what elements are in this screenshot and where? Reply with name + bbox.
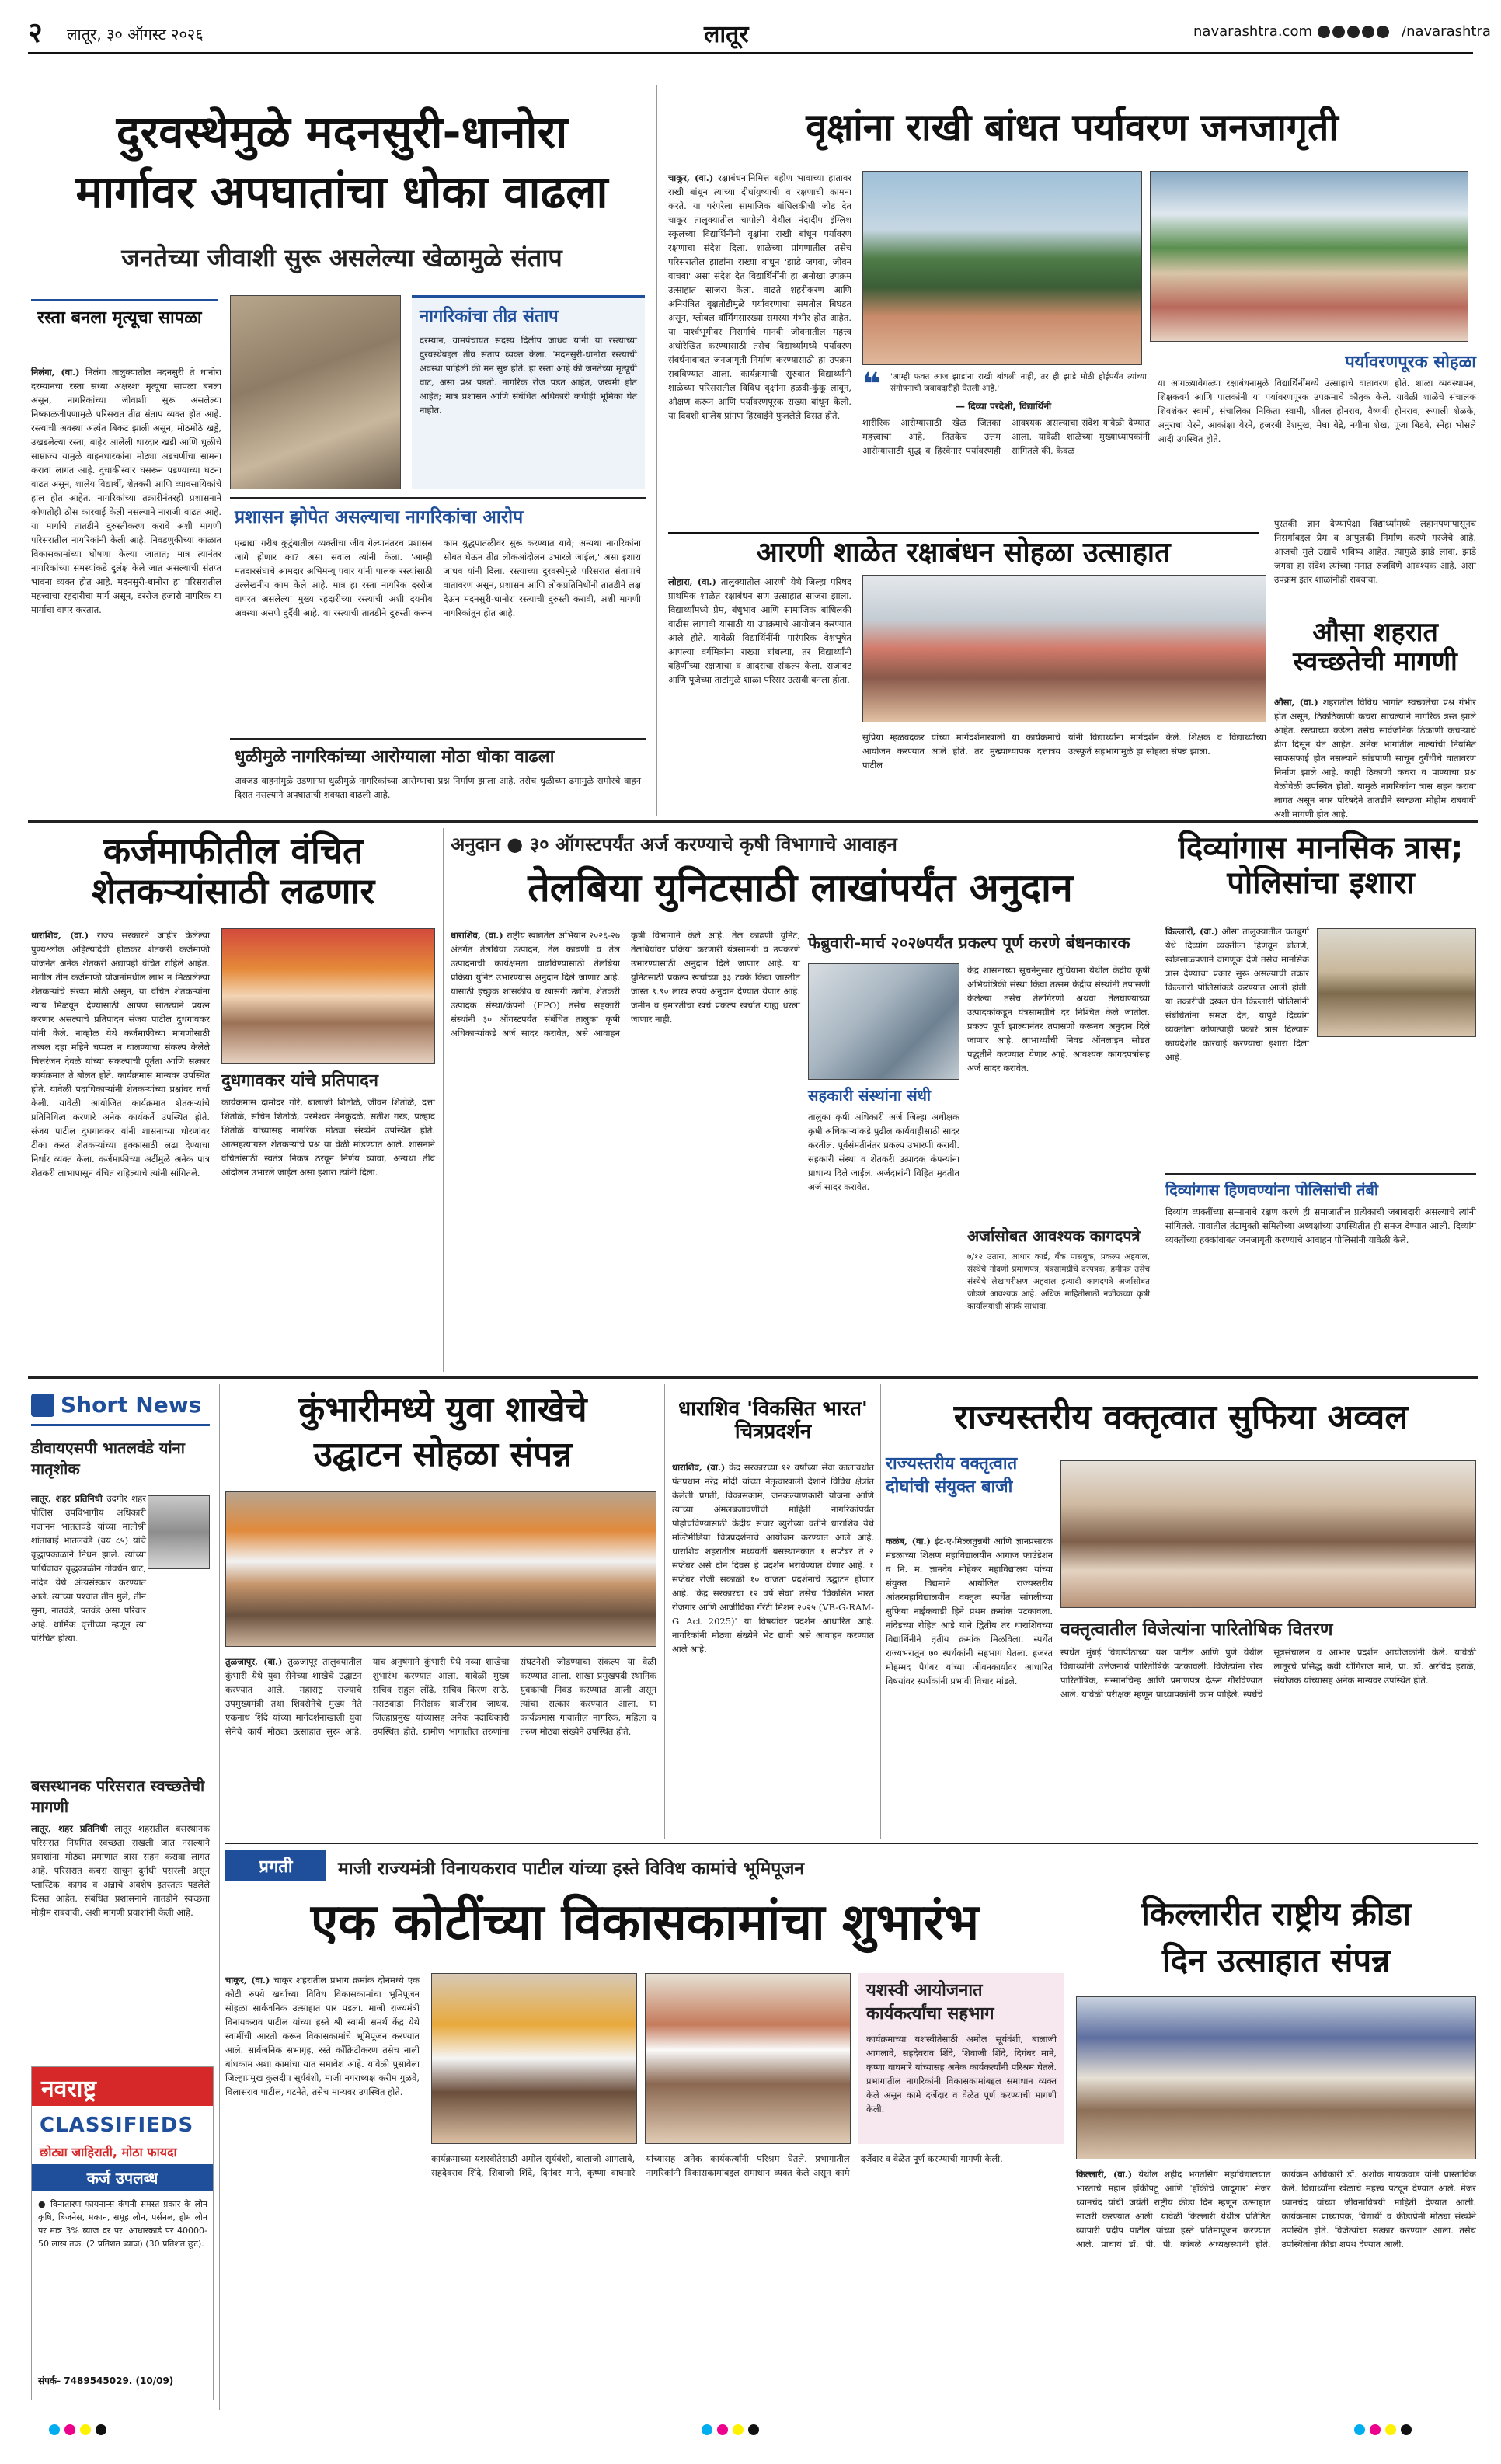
quote-icon: ❝ xyxy=(862,367,881,402)
story11-headline: एक कोटींच्या विकासकामांचा शुभारंभ xyxy=(310,1894,980,1951)
classifieds-box xyxy=(31,2066,214,2400)
story6-body2: केंद्र शासनाच्या सूचनेनुसार लुधियाना येथील केंद्रीय कृषी अभियांत्रिकी संस्था किंवा तत्सम केंद्रीय संस्थांनी तपासणी केलेल्या तसेच तेलगिरणी अथवा तेलघाण्याच्या उत्पादकांकडून यंत्रसामग्रीचे दर निश्चित केले जातील. प्रकल्प पूर्ण झाल्यानंतर तपासणी करूनच अनुदान दिले जाणार आहे. लाभार्थ्यांची निवड ऑनलाइन सोडत पद्धतीने करण्यात येणार आहे. आवश्यक कागदपत्रांसह अर्ज सादर करावेत. xyxy=(967,965,1150,1074)
story3-caption1: सुप्रिया म्हळवदकर यांच्या मार्गदर्शनाखाली या कार्यक्रमाचे आयोजन करण्यात आले होते. तर मुख्याध्यापक दत्तात्रय पाटील xyxy=(862,732,1060,771)
box-title: अर्जासोबत आवश्यक कागदपत्रे xyxy=(967,1227,1141,1245)
story1-box1: नागरिकांचा तीव्र संताप दरम्यान, ग्रामपंचायत सदस्य दिलीप जाधव यांनी या रस्त्याच्या दुरवस्थेबद्दल तीव्र संताप व्यक्त केला. 'मदनसुरी-धानोरा रस्त्याची अवस्था पाहिली की मन सुन्न होते. हा रस्ता आहे की जनतेच्या मृत्यूची वाट, असा प्रश्न पडतो. नागरिक रोज पडत आहेत, जखमी होत आहेत; मात्र प्रशासन आणि संबंधित अधिकारी कधीही भूमिका घेत नाहीत. xyxy=(412,295,645,489)
story5-photo-caption: दुधगावकर यांचे प्रतिपादन xyxy=(221,1071,379,1091)
story2-body: चाकूर, (वा.) रक्षाबंधनानिमित्त बहीण भावाच्या हातावर राखी बांधून त्याच्या दीर्घायुष्याची व रक्षणाची कामना करते. या परंपरेला सामाजिक बांधिलकीची जोड देत चाकूर तालुक्यातील चापोली येथील नंदादीप इंग्लिश स्कूलच्या विद्यार्थिनींनी वृक्षांना राखी बांधून पर्यावरण रक्षणाचा संदेश दिला. शाळेच्या प्रांगणातील तसेच परिसरातील झाडांना राख्या बांधून 'झाडे जगवा, जीवन वाचवा' असा संदेश देत विद्यार्थिनींनी हा अनोखा उपक्रम उत्साहात साजरा केला. वाढते शहरीकरण आणि अनियंत्रित वृक्षतोडीमुळे पर्यावरणाचा समतोल बिघडत असून, ग्लोबल वॉर्मिंगसारख्या समस्या गंभीर होत आहेत. या पार्श्वभूमीवर निसर्गाचे मानवी जीवनातील महत्त्व अधोरेखित करण्यासाठी तसेच विद्यार्थ्यांमध्ये पर्यावरण संवर्धनाबाबत जनजागृती निर्माण करण्यासाठी हा उपक्रम राबविण्यात आला. कार्यक्रमाची सुरुवात विद्यार्थ्यांनी शाळेच्या परिसरातील विविध वृक्षांना हळदी-कुंकू लावून, औक्षण करून आणि पर्यावरणपूरक राख्या बांधून केली. या दिवशी शालेय प्रांगण हिरवाईने फुललेले दिसत होते. xyxy=(668,172,851,421)
dateline: चाकूर, (वा.) xyxy=(668,172,714,183)
linkedin-icon xyxy=(1377,26,1389,38)
story8-headline-1: कुंभारीमध्ये युवा शाखेचे xyxy=(298,1390,587,1429)
story5-headline: कर्जमाफीतील वंचित शेतकऱ्यांसाठी लढणार xyxy=(91,830,375,912)
story4-headline: औसा शहरात स्वच्छतेची मागणी xyxy=(1293,617,1457,678)
section-rule xyxy=(225,1843,1478,1844)
box-title: यशस्वी आयोजनात कार्यकर्त्यांचा सहभाग xyxy=(866,1981,994,2024)
short-news-item1-body: लातूर, शहर प्रतिनिधी उदगीर शहर पोलिस उपविभागीय अधिकारी गजानन भातलवंडे यांच्या मातोश्री शांताबाई भातलवंडे (वय ८५) यांचे वृद्धापकाळाने निधन झाले. त्यांच्या पार्थिवावर वृद्धकाळीन गोवर्धन धाट, नांदेड येथे अंत्यसंस्कार करण्यात आले. त्यांच्या पश्चात तीन मुले, तीन सुना, नातवंडे, पतवंडे असा परिवार आहे. धार्मिक वृत्तीच्या म्हणून त्या परिचित होत्या. xyxy=(31,1493,146,1644)
story9-body: धाराशिव, (वा.) केंद्र सरकारच्या १२ वर्षांच्या सेवा कालावधीत पंतप्रधान नरेंद्र मोदी यांच्या नेतृत्वाखाली देशाने विविध क्षेत्रांत केलेली प्रगती, विकासकामे, जनकल्याणकारी योजना आणि त्यांच्या अंमलबजावणीची माहिती नागरिकांपर्यंत पोहोचविण्यासाठी केंद्रीय संचार ब्युरोच्या वतीने धाराशिव येथे मल्टिमीडिया चित्रप्रदर्शनाचे आयोजन करण्यात आले आहे. धाराशिव शहरातील मध्यवर्ती बसस्थानकात १ सप्टेंबर ते २ सप्टेंबर असे दोन दिवस हे प्रदर्शन भरविण्यात येणार आहे. १ सप्टेंबर रोजी सकाळी १० वाजता प्रदर्शनाचे उद्घाटन होणार आहे. 'केंद्र सरकारचा १२ वर्षे सेवा' तसेच 'विकसित भारत रोजगार आणि आजीविका गॅरंटी मिशन २०२५ (VB-G-RAM-G Act 2025)' या विषयांवर प्रदर्शन आधारित आहे. नागरिकांनी मोठ्या संख्येने भेट द्यावी असे आवाहन करण्यात आले आहे. xyxy=(672,1462,874,1655)
school-rakshabandhan-photo xyxy=(862,575,1266,722)
dateline: कळंब, (वा.) xyxy=(886,1536,931,1547)
classifieds-tagline: छोट्या जाहिराती, मोठा फायदा xyxy=(40,2145,177,2159)
story11-body2: कार्यक्रमाच्या यशस्वीतेसाठी अमोल सूर्यवंशी, बालाजी आगलावे, सहदेवराव शिंदे, शिवाजी शिंदे, दिगंबर माने, कृष्णा वाघमारे यांच्यासह अनेक कार्यकर्त्यांनी परिश्रम घेतले. प्रभागातील नागरिकांनी विकासकामांबद्दल समाधान व्यक्त केले असून कामे दर्जेदार व वेळेत पूर्ण करण्याची मागणी केली. xyxy=(431,2153,1003,2178)
story2-box: पर्यावरणपूरक सोहळा या आगळ्यावेगळ्या रक्षाबंधनामुळे विद्यार्थिनींमध्ये उत्साहाचे वातावरण होते. शाळा व्यवस्थापन, शिक्षकवर्ग आणि पालकांनी या पर्यावरणपूरक उपक्रमाचे कौतुक केले. यावेळी शाळेचे संचालक शिवशंकर स्वामी, संचालिका निकिता स्वामी, शीतल होनराव, वैष्णवी होनराव, रूपाली शेळके, अनुराधा येरने, आकांक्षा येरने, हजरबी देशमुख, मेघा बेद्रे, नगीना शेख, पूजा बिडवे, स्नेहा भोसले आदी उपस्थित होते. xyxy=(1158,350,1476,513)
short-news-item1-title: डीवायएसपी भातलवंडे यांना मातृशोक xyxy=(31,1439,185,1478)
story5-body: धाराशिव, (वा.) राज्य सरकारने जाहीर केलेल्या पुण्यश्लोक अहिल्यादेवी होळकर शेतकरी कर्जमाफी योजनेत अनेक शेतकरी अद्यापही वंचित राहिले आहेत. मागील तीन कर्जमाफी योजनांमधील लाभ न मिळालेल्या शेतकऱ्यांचे संख्या मोठी असून, या वंचित शेतकऱ्यांना न्याय मिळवून देण्यासाठी आपण सातत्याने प्रयत्न करणार असल्याचे प्रतिपादन संजय पाटील दुधगावकर यांनी केले. नाव्होळ येथे कर्जमाफीच्या मागणीसाठी तब्बल दहा महिने चप्पल न घालण्याचा संकल्प केलेले चित्तरंजन देवळे यांच्या संकल्पाची पूर्तता आणि सत्कार कार्यक्रमात ते बोलत होते. कार्यक्रमास मान्यवर उपस्थित होते. यावेळी पदाधिकाऱ्यांनी शेतकऱ्यांच्या प्रश्नांवर चर्चा केली. यावेळी आयोजित कार्यक्रमात शेतकऱ्यांचे प्रतिनिधित्व करणारे अनेक कार्यकर्ते उपस्थित होते. संजय पाटील दुधगावकर यांनी शासनाच्या धोरणांवर टीका करत शेतकऱ्यांच्या हक्कासाठी लढा देण्याचा निर्धार व्यक्त केला. कर्जमाफीच्या अटींमुळे अनेक पात्र शेतकरी लाभापासून वंचित राहिल्याचे त्यांनी सांगितले. xyxy=(31,930,210,1178)
story1-headline-1: दुरवस्थेमुळे मदनसुरी-धानोरा xyxy=(116,106,568,158)
dateline: औसा, (वा.) xyxy=(1274,697,1318,708)
kicker-badge: प्रगती xyxy=(225,1850,326,1881)
story2-headline: वृक्षांना राखी बांधत पर्यावरण जनजागृती xyxy=(806,106,1339,149)
story11-kicker: प्रगती माजी राज्यमंत्री विनायकराव पाटील यांच्या हस्ते विविध कामांचे भूमिपूजन xyxy=(225,1850,1064,1885)
story6-kicker: अनुदान ● ३० ऑगस्टपर्यंत अर्ज करण्याचे कृषी विभागाचे आवाहन xyxy=(451,834,897,855)
story8-body: तुळजापूर, (वा.) तुळजापूर तालुक्यातील कुंभारी येथे युवा सेनेच्या शाखेचे उद्घाटन करण्यात आले. महाराष्ट्र राज्याचे उपमुख्यमंत्री तथा शिवसेनेचे मुख्य नेते एकनाथ शिंदे यांच्या मार्गदर्शनाखाली युवा सेनेचे कार्य मोठ्या उत्साहात सुरू आहे. याच अनुषंगाने कुंभारी येथे नव्या शाखेचा शुभारंभ करण्यात आला. यावेळी मुख्य सचिव राहुल लोंढे, सचिव किरण साठे, मराठवाडा निरीक्षक बाजीराव जाधव, जिल्हाप्रमुख यांच्यासह अनेक पदाधिकारी उपस्थित होते. ग्रामीण भागातील तरुणांना संघटनेशी जोडण्याचा संकल्प या वेळी करण्यात आला. शाखा प्रमुखपदी स्थानिक युवकाची निवड करण्यात आली असून त्यांचा सत्कार करण्यात आला. या कार्यक्रमास गावातील नागरिक, महिला व तरुण मोठ्या संख्येने उपस्थित होते. xyxy=(225,1656,656,1737)
story2-box-body2: पुस्तकी ज्ञान देण्यापेक्षा विद्यार्थ्यांमध्ये लहानपणापासूनच निसर्गाबद्दल प्रेम व आपुलकी निर्माण करणे गरजेचे आहे. आजची मुले उद्याचे भविष्य आहेत. त्यामुळे झाडे लावा, झाडे जगवा हा संदेश त्यांच्या मनात रुजविणे आवश्यक आहे. असा उपक्रम इतर शाळांनीही राबवावा. xyxy=(1274,518,1476,585)
section-title: लातूर xyxy=(704,21,749,48)
column-divider xyxy=(664,1384,665,1839)
story11-box: यशस्वी आयोजनात कार्यकर्त्यांचा सहभाग कार्यक्रमाच्या यशस्वीतेसाठी अमोल सूर्यवंशी, बालाजी आगलावे, सहदेवराव शिंदे, शिवाजी शिंदे, दिगंबर माने, कृष्णा वाघमारे यांच्यासह अनेक कार्यकर्त्यांनी परिश्रम घेतले. प्रभागातील नागरिकांनी विकासकामांबद्दल समाधान व्यक्त केले असून कामे दर्जेदार व वेळेत पूर्ण करण्याची मागणी केली. xyxy=(858,1973,1064,2144)
box-title: धुळीमुळे नागरिकांच्या आरोग्याला मोठा धोका वाढला xyxy=(235,747,555,767)
site-url: navarashtra.com xyxy=(1193,23,1312,40)
social-icons xyxy=(1318,23,1391,38)
farmer-event-photo xyxy=(221,928,435,1064)
story6-headline: तेलबिया युनिटसाठी लाखांपर्यंत अनुदान xyxy=(528,865,1073,910)
column-divider xyxy=(219,1384,220,2410)
yuva-sena-inauguration-photo xyxy=(225,1491,656,1647)
bhoomipujan-photo-2 xyxy=(645,1973,851,2144)
box-title: दिव्यांगास हिणवण्यांना पोलिसांची तंबी xyxy=(1165,1181,1379,1199)
youtube-icon xyxy=(1362,26,1374,38)
section-rule xyxy=(28,820,1478,823)
story8-headline-2: उद्घाटन सोहळा संपन्न xyxy=(313,1435,573,1474)
column-divider xyxy=(443,828,444,1372)
classifieds-brand: नवराष्ट्र xyxy=(32,2067,213,2106)
story10-box-title: राज्यस्तरीय वक्तृत्वात दोघांची संयुक्त बाजी xyxy=(886,1454,1018,1497)
story2-body2: शारीरिक आरोग्यासाठी खेळ जितका महत्त्वाचा आहे, तितकेच उत्तम आरोग्यासाठी शुद्ध व हिरवेगार पर्यावरणही आवश्यक असल्याचा संदेश यावेळी देण्यात आला. यावेळी शाळेच्या मुख्याध्यापकांनी सांगितले की, केवळ xyxy=(862,417,1150,456)
column-divider xyxy=(880,1384,881,1839)
story10-box2-body: स्पर्धेत मुंबई विद्यापीठाच्या यश पाटील आणि पुणे येथील विद्यार्थ्यांनी उत्तेजनार्थ पारितोषिके पटकावली. विजेत्यांना रोख पारितोषिक, सन्मानचिन्ह आणि प्रमाणपत्र देऊन गौरविण्यात आले. यावेळी परीक्षक म्हणून प्राध्यापकांनी काम पाहिले. स्पर्धेचे सूत्रसंचालन व आभार प्रदर्शन आयोजकांनी केले. यावेळी लातूरचे प्रसिद्ध कवी योगिराज माने, प्रा. डॉ. अरविंद हराळे, संयोजक यांच्यासह अनेक मान्यवर उपस्थित होते. xyxy=(1060,1647,1476,1700)
story6-box1: सहकारी संस्थांना संधी तालुका कृषी अधिकारी अर्ज जिल्हा अधीक्षक कृषी अधिकाऱ्यांकडे पुढील कार्यवाहीसाठी सादर करतील. पूर्वसंमतीनंतर प्रकल्प उभारणी करावी. सहकारी संस्था व शेतकरी उत्पादक कंपन्यांना प्राधान्य दिले जाईल. अर्जदारांनी विहित मुदतीत अर्ज सादर करावेत. xyxy=(808,1080,959,1367)
instagram-icon xyxy=(1332,26,1345,38)
story12-body: किल्लारी, (वा.) येथील शहीद भगतसिंग महाविद्यालयात भारताचे महान हॉकीपटू आणि 'हॉकीचे जादूगार' मेजर ध्यानचंद यांची जयंती राष्ट्रीय क्रीडा दिन म्हणून उत्साहात साजरी करण्यात आली. यावेळी किल्लारी येथील प्रतिष्ठित व्यापारी प्रदीप पाटील यांच्या हस्ते प्रतिमापूजन करण्यात आले. प्राचार्य डॉ. पी. पी. कांबळे अध्यक्षस्थानी होते. कार्यक्रम अधिकारी डॉ. अशोक गायकवाड यांनी प्रास्ताविक केले. विद्यार्थ्यांना खेळाचे महत्त्व पटवून देण्यात आले. मेजर ध्यानचंद यांच्या जीवनाविषयी माहिती देण्यात आली. कार्यक्रमास प्राध्यापक, विद्यार्थी व क्रीडाप्रेमी मोठ्या संख्येने उपस्थित होते. विजेत्यांचा सत्कार करण्यात आला. तसेच उपस्थितांना क्रीडा शपथ देण्यात आली. xyxy=(1076,2169,1476,2250)
oil-mill-photo xyxy=(808,963,959,1080)
registration-dots-center xyxy=(699,2424,761,2438)
page-header xyxy=(28,11,1491,54)
classifieds-title: CLASSIFIEDS xyxy=(40,2114,194,2137)
dateline: तुळजापूर, (वा.) xyxy=(225,1656,283,1667)
box-title: पर्यावरणपूरक सोहळा xyxy=(1345,353,1476,372)
police-group-photo xyxy=(1317,928,1476,1037)
elocution-winners-photo xyxy=(1060,1460,1476,1608)
short-news-item2-title: बसस्थानक परिसरात स्वच्छतेची मागणी xyxy=(31,1777,205,1816)
classifieds-contact: संपर्क- 7489545029. (10/09) xyxy=(38,2375,174,2386)
story5-body2: कार्यक्रमास दामोदर गोरे, बालाजी शितोळे, जीवन शितोळे, दत्ता शितोळे, सचिन शितोळे, परमेश्वर मेनकुदळे, सतीश गरड, प्रल्हाद शितोळे यांच्यासह नागरिक मोठ्या संख्येने उपस्थित होते. आत्महत्याग्रस्त शेतकऱ्यांचे प्रश्न या वेळी मांडण्यात आले. शासनाने वंचितांसाठी स्वतंत्र निकष ठरवून निर्णय घ्यावा, अन्यथा तीव्र आंदोलन उभारले जाईल असा इशारा त्यांनी दिला. xyxy=(221,1097,435,1178)
page-number: २ xyxy=(28,17,43,49)
story1-kicker: रस्ता बनला मृत्यूचा सापळा xyxy=(31,299,218,346)
dateline: धाराशिव, (वा.) xyxy=(451,930,503,941)
classifieds-body: ● विनातारण फायनान्स कंपनी समस्त प्रकार के लोन कृषि, बिजनेस, मकान, समूह लोन, पर्सनल, होम लोन पर मात्र 3% ब्याज दर पर. आधारकार्ड पर 40000- 50 लाख तक. (2 प्रतिशत ब्याज) (30 प्रतिशत छूट). xyxy=(38,2199,207,2249)
sports-day-photo xyxy=(1076,1996,1476,2159)
students-group-photo xyxy=(1150,171,1468,342)
facebook-icon xyxy=(1318,26,1330,38)
story10-box2-title: वक्तृत्वातील विजेत्यांना पारितोषिक वितरण xyxy=(1060,1620,1333,1640)
short-news-item2-body: लातूर, शहर प्रतिनिधी लातूर शहरातील बसस्थानक परिसरात नियमित स्वच्छता राखली जात नसल्याने प्रवाशांना मोठ्या प्रमाणात त्रास सहन करावा लागत आहे. परिसरात कचरा साचून दुर्गंधी पसरली असून प्लास्टिक, कागद व अन्नाचे अवशेष इतस्ततः पडलेले दिसत आहेत. संबंधित प्रशासनाने तातडीने स्वच्छता मोहीम राबवावी, अशी मागणी प्रवाशांनी केली आहे. xyxy=(31,1823,210,1918)
story1-headline-2: मार्गावर अपघातांचा धोका वाढला xyxy=(75,165,608,218)
column-divider xyxy=(656,85,657,816)
box-title: नागरिकांचा तीव्र संताप xyxy=(420,307,559,326)
story12-headline-2: दिन उत्साहात संपन्न xyxy=(1161,1941,1391,1979)
story9-headline: धाराशिव 'विकसित भारत' चित्रप्रदर्शन xyxy=(678,1397,868,1444)
date-line: लातूर, ३० ऑगस्ट २०२६ xyxy=(67,25,204,44)
story6-body: धाराशिव, (वा.) राष्ट्रीय खाद्यतेल अभियान २०२६-२७ अंतर्गत तेलबिया उत्पादन, तेल काढणी व तेल उत्पादनाची कार्यक्षमता वाढविण्यासाठी तेलबिया प्रक्रिया युनिट उभारण्यास अनुदान दिले जाणार आहे. यासाठी इच्छुक शासकीय व खासगी उद्योग, शेतकरी उत्पादक संस्था/कंपनी (FPO) तसेच सहकारी संस्थांनी ३० ऑगस्टपर्यंत संबंधित तालुका कृषी अधिकाऱ्यांकडे अर्ज सादर करावेत, असे आवाहन कृषी विभागाने केले आहे. तेल काढणी युनिट, तेलबियांवर प्रक्रिया करणारी यंत्रसामग्री व उपकरणे उभारण्यासाठी अनुदान दिले जाणार आहे. या युनिटसाठी प्रकल्प खर्चाच्या ३३ टक्के किंवा जास्तीत जास्त ९.९० लाख रुपये अनुदान देण्यात येणार आहे. जमीन व इमारतीचा खर्च प्रकल्प खर्चात ग्राह्य धरला जाणार नाही. xyxy=(451,930,800,1039)
registration-dots-right xyxy=(1352,2424,1414,2438)
dateline: चाकूर, (वा.) xyxy=(225,1975,270,1985)
story7-headline: दिव्यांगास मानसिक त्रास; पोलिसांचा इशारा xyxy=(1178,830,1464,901)
box-title: सहकारी संस्थांना संधी xyxy=(808,1086,932,1105)
students-tree-rakhi-photo xyxy=(862,171,1142,365)
story3-caption2: यांनी विद्यार्थ्यांना मार्गदर्शन केले. शिक्षक व विद्यार्थ्यांच्या उत्स्फूर्त सहभागामुळे हा सोहळा संपन्न झाला. xyxy=(1068,732,1266,757)
story3-headline: आरणी शाळेत रक्षाबंधन सोहळा उत्साहात xyxy=(668,532,1259,569)
news-icon xyxy=(31,1394,54,1417)
dateline: लोहारा, (वा.) xyxy=(668,576,717,587)
story10-headline: राज्यस्तरीय वक्तृत्वात सुफिया अव्वल xyxy=(953,1397,1409,1437)
story7-body: किल्लारी, (वा.) औसा तालुक्यातील चलबुर्गा येथे दिव्यांग व्यक्तीला हिणवून बोलणे, खोडसाळपणाने वागणूक देणे तसेच मानसिक त्रास देण्याचा प्रकार सुरू असल्याची तक्रार किल्लारी पोलिसांकडे करण्यात आली होती. या तक्रारीची दखल घेत किल्लारी पोलिसांनी संबंधितांना समज देत, यापुढे दिव्यांग व्यक्तीला कोणत्याही प्रकारे त्रास दिल्यास कायदेशीर कारवाई करण्याचा इशारा दिला आहे. xyxy=(1165,926,1309,1063)
story2-quote: ❝ 'आम्ही फक्त आज झाडांना राखी बांधली नाही, तर ही झाडे मोठी होईपर्यंत त्यांच्या संगोपनाची जबाबदारीही घेतली आहे.' — दिव्या परदेशी, विद्यार्थिनी xyxy=(862,367,1147,412)
x-icon xyxy=(1347,26,1360,38)
story4-body: औसा, (वा.) शहरातील विविध भागांत स्वच्छतेचा प्रश्न गंभीर होत असून, ठिकठिकाणी कचरा साचल्याने नागरिक त्रस्त झाले आहेत. रस्त्याच्या कडेला तसेच सार्वजनिक ठिकाणी कचऱ्याचे ढीग दिसून येत आहेत. अनेक भागांतील नाल्यांची नियमित साफसफाई होत नसल्याने सांडपाणी साचून दुर्गंधीचे वातावरण निर्माण झाले आहे. काही ठिकाणी कचरा व पाण्याचा प्रश्न वेळोवेळी उपस्थित होतो. यामुळे नागरिकांना त्रास सहन करावा लागत असून नगर परिषदेने तातडीने स्वच्छता मोहीम राबवावी अशी मागणी होत आहे. xyxy=(1274,697,1476,820)
dateline: किल्लारी, (वा.) xyxy=(1076,2169,1133,2180)
social-handle: /navarashtra xyxy=(1402,23,1491,40)
dateline: किल्लारी, (वा.) xyxy=(1165,926,1219,937)
registration-dots-left xyxy=(47,2424,109,2438)
story6-subhead: फेब्रुवारी-मार्च २०२७पर्यंत प्रकल्प पूर्ण करणे बंधनकारक xyxy=(808,934,1130,952)
story1-box2: प्रशासन झोपेत असल्याचा नागरिकांचा आरोप एखाद्या गरीब कुटुंबातील व्यक्तीचा जीव गेल्यानंतरच प्रशासन जागे होणार का? असा सवाल त्यांनी केला. 'आम्ही मतदारसंघाचे आमदार अभिमन्यू पवार यांनी पालक रस्त्यांसाठी उल्लेखनीय काम केले आहे. मात्र हा रस्ता नागरिक दररोज वापरत असलेल्या मुख्य रहदारीच्या रस्त्याची अशी दयनीय अवस्था असणे दुर्दैवी आहे. या रस्त्याची तातडीने दुरुस्ती करून काम युद्धपातळीवर सुरू करण्यात यावे; अन्यथा नागरिकांना सोबत घेऊन तीव्र लोकआंदोलन उभारले जाईल,' असा इशारा जाधव यांनी दिला. रस्त्याच्या दुरवस्थेमुळे परिसरात संतापाचे वातावरण असून, प्रशासन आणि लोकप्रतिनिधींनी तातडीने लक्ष देऊन मदनसुरी-धानोरा रस्त्याची दुरुस्ती करावी, अशी मागणी नागरिकांतून होत आहे. xyxy=(230,497,646,730)
story12-headline-1: किल्लारीत राष्ट्रीय क्रीडा xyxy=(1141,1895,1411,1933)
story1-body: निलंगा, (वा.) निलंगा तालुक्यातील मदनसुरी ते धानोरा दरम्यानचा रस्ता सध्या अक्षरशः मृत्यूचा सापळा बनला असून, नागरिकांच्या जीवाशी सुरू असलेल्या निष्काळजीपणामुळे परिसरात तीव्र संताप व्यक्त होत आहे. रस्त्याची अवस्था अत्यंत बिकट झाली असून, मोठमोठे खड्डे, उखडलेल्या रस्ता, बाहेर आलेली धारदार खडी आणि धुळीचे साम्राज्य यामुळे वाहनधारकांना मोठ्या अडचणींचा सामना करावा लागत आहे. दुचाकीस्वार घसरून पडण्याच्या घटना वाढत असून, शालेय विद्यार्थी, शेतकरी आणि व्यावसायिकांचे हाल होत आहेत. नागरिकांच्या तक्रारींनंतरही प्रशासनाने कोणतीही ठोस कारवाई केली नसल्याने नाराजी वाढत आहे. या मार्गाचे तातडीने दुरुस्तीकरण करावे अशी मागणी परिसरातील नागरिकांनी केली आहे. निवडणुकीच्या काळात विकासकामांच्या घोषणा केल्या जातात; मात्र त्यानंतर नागरिकांच्या समस्यांकडे दुर्लक्ष केले जात असल्याची संतप्त भावना व्यक्त होत आहे. मदनसुरी-धानोरा हा परिसरातील महत्त्वाचा रहदारीचा मार्ग असून, दररोज हजारो नागरिक या मार्गाचा वापर करतात. xyxy=(31,367,221,615)
box-title: प्रशासन झोपेत असल्याचा नागरिकांचा आरोप xyxy=(235,507,524,527)
bhoomipujan-photo-1 xyxy=(431,1973,637,2144)
story1-box3: धुळीमुळे नागरिकांच्या आरोग्याला मोठा धोका वाढला अवजड वाहनांमुळे उडणाऱ्या धुळीमुळे नागरिकांच्या आरोग्याचा प्रश्न निर्माण झाला आहे. तसेच धुळीच्या ढगामुळे समोरचे वाहन दिसत नसल्याने अपघाताची शक्यता वाढली आहे. xyxy=(230,738,646,808)
story7-box: दिव्यांगास हिणवण्यांना पोलिसांची तंबी दिव्यांग व्यक्तींच्या सन्मानाचे रक्षण करणे ही समाजातील प्रत्येकाची जबाबदारी असल्याचे त्यांनी सांगितले. गावातील तंटामुक्ती समितीच्या अध्यक्षांच्या उपस्थितीत ही समज देण्यात आली. दिव्यांग व्यक्तींच्या हक्कांबाबत जनजागृती करण्याचे आवाहन पोलिसांनी यावेळी केले. xyxy=(1165,1173,1476,1371)
classifieds-section: कर्ज उपलब्ध xyxy=(32,2164,213,2191)
dateline: धाराशिव, (वा.) xyxy=(31,930,89,941)
story10-body: कळंब, (वा.) ईट-ए-मिल्लतुन्नबी आणि ज्ञानप्रसारक मंडळाच्या शिक्षण महाविद्यालयीन आगाज फाउंडेशन व नि. म. ज्ञानदेव मोहेकर महाविद्यालय यांच्या संयुक्त विद्यमाने आयोजित राज्यस्तरीय आंतरमहाविद्यालयीन वक्तृत्व स्पर्धेत सांगलीच्या सुफिया नाईकवाडी हिने प्रथम क्रमांक पटकावला. नांदेडच्या रोहित आडे याने द्वितीय तर धाराशिवच्या विद्यार्थिनीने तृतीय क्रमांक मिळविला. स्पर्धेत राज्यभरातून ७० स्पर्धकांनी सहभाग घेतला. हजरत मोहम्मद पैगंबर यांच्या जीवनकार्यावर आधारित विषयांवर स्पर्धकांनी प्रभावी विचार मांडले. xyxy=(886,1536,1053,1686)
short-news-label: Short News xyxy=(31,1390,210,1426)
story3-body: लोहारा, (वा.) तालुक्यातील आरणी येथे जिल्हा परिषद प्राथमिक शाळेत रक्षाबंधन सण उत्साहात साजरा झाला. विद्यार्थ्यांमध्ये प्रेम, बंधुभाव आणि सामाजिक बांधिलकी वाढीस लागावी यासाठी या उपक्रमाचे आयोजन करण्यात आले होते. यावेळी विद्यार्थिनींनी पारंपरिक वेशभूषेत आपल्या वर्गमित्रांना राख्या बांधल्या, तर विद्यार्थ्यांनी बहिणींच्या रक्षणाचा व आदराचा संकल्प केला. सजावट आणि पूजेच्या ताटांमुळे शाळा परिसर उत्सवी बनला होता. xyxy=(668,576,852,685)
dateline: धाराशिव, (वा.) xyxy=(672,1462,726,1473)
road-photo xyxy=(230,295,401,489)
story11-body: चाकूर, (वा.) चाकूर शहरातील प्रभाग क्रमांक दोनमध्ये एक कोटी रुपये खर्चाच्या विविध विकासकामांचा भूमिपूजन सोहळा सार्वजनिक उत्साहात पार पडला. माजी राज्यमंत्री विनायकराव पाटील यांच्या हस्ते श्री स्वामी समर्थ केंद्र येथे स्वामींची आरती करून विकासकामांचे भूमिपूजन करण्यात आले. सार्वजनिक सभागृह, रस्ते काँक्रिटीकरण तसेच नाली बांधकाम अशा कामांचा यात समावेश आहे. यावेळी पुसावेला जिल्हाप्रमुख कुलदीप सूर्यवंशी, माजी नगराध्यक्ष करीम गुळवे, विलासराव पाटील, गटनेते, तसेच मान्यवर उपस्थित होते. xyxy=(225,1975,420,2097)
obituary-photo xyxy=(148,1495,210,1569)
story1-subhead: जनतेच्या जीवाशी सुरू असलेल्या खेळामुळे संताप xyxy=(121,243,562,273)
dateline: निलंगा, (वा.) xyxy=(31,367,80,378)
story6-box2: अर्जासोबत आवश्यक कागदपत्रे ७/१२ उतारा, आधार कार्ड, बँक पासबुक, प्रकल्प अहवाल, संस्थेचे नोंदणी प्रमाणपत्र, यंत्रसामग्रीचे दरपत्रक, हमीपत्र तसेच संस्थेचे लेखापरीक्षण अहवाल इत्यादी कागदपत्रे अर्जासोबत जोडणे आवश्यक आहे. अधिक माहितीसाठी नजीकच्या कृषी कार्यालयाशी संपर्क साधावा. xyxy=(967,1223,1150,1371)
section-rule xyxy=(28,1376,1478,1379)
